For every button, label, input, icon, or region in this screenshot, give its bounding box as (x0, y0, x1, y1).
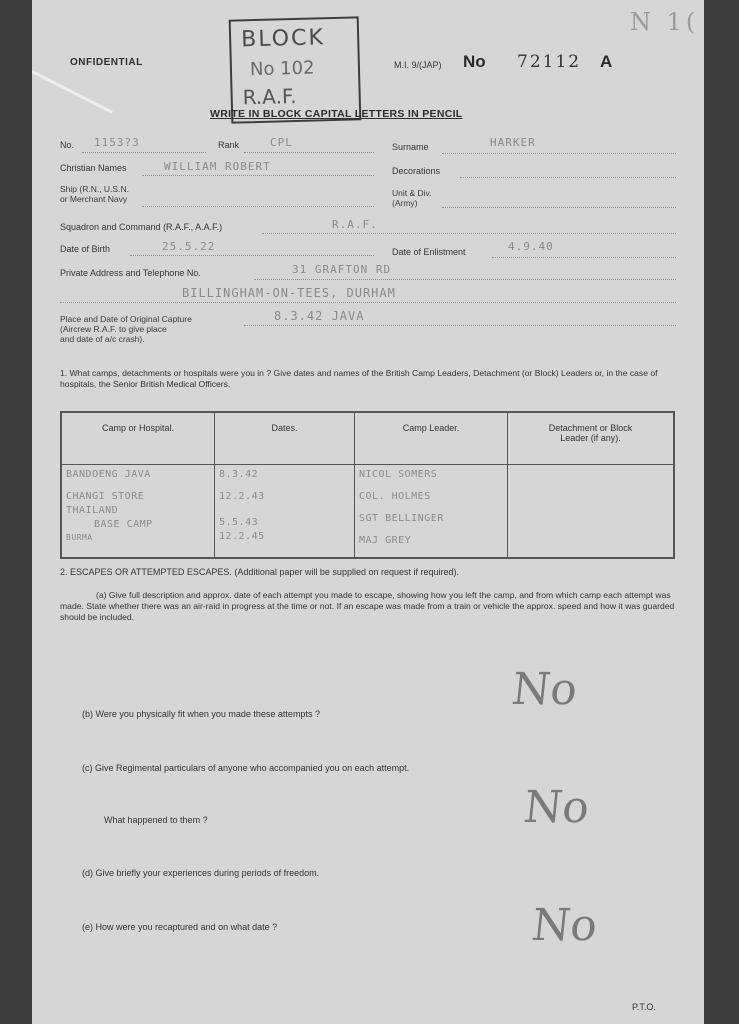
squadron-value: R.A.F. (332, 218, 378, 231)
stamp-line-2: No 102 (249, 57, 315, 81)
col-detachment-header: Detachment or Block Leader (if any). (508, 412, 675, 465)
camp-cells (61, 465, 215, 559)
question-d: (d) Give briefly your experiences during periods of freedom. (82, 868, 320, 878)
form-page (32, 0, 704, 1024)
rank-label: Rank (218, 140, 240, 150)
answer-c: No (521, 782, 592, 833)
col-leader-header: Camp Leader. (355, 412, 508, 465)
camp-entry: BASE CAMP (94, 519, 153, 530)
address-label: Private Address and Telephone No. (60, 268, 201, 278)
date-entry: 8.3.42 (219, 469, 259, 480)
camp-entry: CHANGI STORE (66, 491, 145, 502)
christian-names-label: Christian Names (60, 163, 127, 173)
section2-title: 2. ESCAPES OR ATTEMPTED ESCAPES. (Additional paper will be supplied on request if required). (60, 567, 460, 577)
dob-value: 25.5.22 (162, 240, 216, 253)
camp-entry: BURMA (66, 533, 93, 542)
dob-label: Date of Birth (60, 244, 111, 254)
capture-label: Place and Date of Original Capture (Aircrew R.A.F. to give place and date of a/c crash). (60, 314, 192, 344)
form-number: 72112 (517, 52, 582, 72)
surname-label: Surname (392, 142, 429, 152)
stamp-line-1: BLOCK (240, 25, 326, 53)
address-value-1: 31 GRAFTON RD (292, 263, 392, 276)
question-c2: What happened to them ? (104, 815, 208, 825)
date-entry: 5.5.43 (219, 517, 259, 528)
col-dates-header: Dates. (215, 412, 355, 465)
leader-cells (355, 465, 508, 559)
col-camp-header: Camp or Hospital. (61, 412, 215, 465)
number-label: No (463, 52, 486, 71)
squadron-label: Squadron and Command (R.A.F., A.A.F.) (60, 222, 223, 232)
section1-question: 1. What camps, detachments or hospitals were you in ? Give dates and names of the British Camp Leaders, Detachment (or Block) Leaders or, in the case of hospitals, the Senior British Medical Officers. (60, 368, 658, 389)
leader-entry: MAJ GREY (359, 535, 412, 546)
form-suffix: A (600, 52, 613, 71)
rank-value: CPL (270, 136, 293, 149)
question-a: (a) Give full description and approx. date of each attempt you made to escape, showing how you left the camp, and from which camp each attempt was made. State whether there was an air-raid in progress at the time or not. If an escape was made from a train or vehicle the approx. speed and how it was guarded should be included. (60, 590, 675, 622)
camp-entry: THAILAND (66, 505, 119, 516)
enlistment-value: 4.9.40 (508, 240, 554, 253)
no-label: No. (60, 140, 75, 150)
answer-e: No (529, 900, 600, 951)
question-c: (c) Give Regimental particulars of anyone who accompanied you on each attempt. (82, 763, 410, 773)
answer-a: No (509, 664, 580, 715)
detachment-cells (508, 465, 675, 559)
christian-names-value: WILLIAM ROBERT (164, 160, 271, 173)
address-value-2: BILLINGHAM-ON-TEES, DURHAM (182, 286, 396, 300)
question-e: (e) How were you recaptured and on what date ? (82, 922, 278, 932)
leader-entry: SGT BELLINGER (359, 513, 444, 524)
leader-entry: COL. HOLMES (359, 491, 431, 502)
decorations-label: Decorations (392, 166, 441, 176)
leader-entry: NICOL SOMERS (359, 469, 438, 480)
form-reference: M.I. 9/(JAP) (394, 60, 442, 70)
pto-label: P.T.O. (632, 1002, 656, 1012)
unit-label: Unit & Div. (Army) (392, 188, 432, 208)
question-b: (b) Were you physically fit when you made these attempts ? (82, 709, 320, 719)
ship-label: Ship (R.N., U.S.N. or Merchant Navy (60, 184, 129, 204)
stamp-line-3: R.A.F. (242, 83, 297, 110)
surname-value: HARKER (490, 136, 536, 149)
camp-entry: BANDOENG JAVA (66, 469, 151, 480)
date-cells (215, 465, 355, 559)
pencil-instruction: WRITE IN BLOCK CAPITAL LETTERS IN PENCIL (210, 108, 463, 120)
date-entry: 12.2.45 (219, 531, 265, 542)
paper-clip (32, 70, 113, 114)
confidential-label: ONFIDENTIAL (70, 57, 143, 68)
no-value: 1153?3 (94, 136, 140, 149)
capture-value: 8.3.42 JAVA (274, 309, 365, 323)
date-entry: 12.2.43 (219, 491, 265, 502)
camps-table (60, 411, 675, 559)
enlistment-label: Date of Enlistment (392, 247, 466, 257)
corner-mark: N 1( (630, 8, 700, 36)
